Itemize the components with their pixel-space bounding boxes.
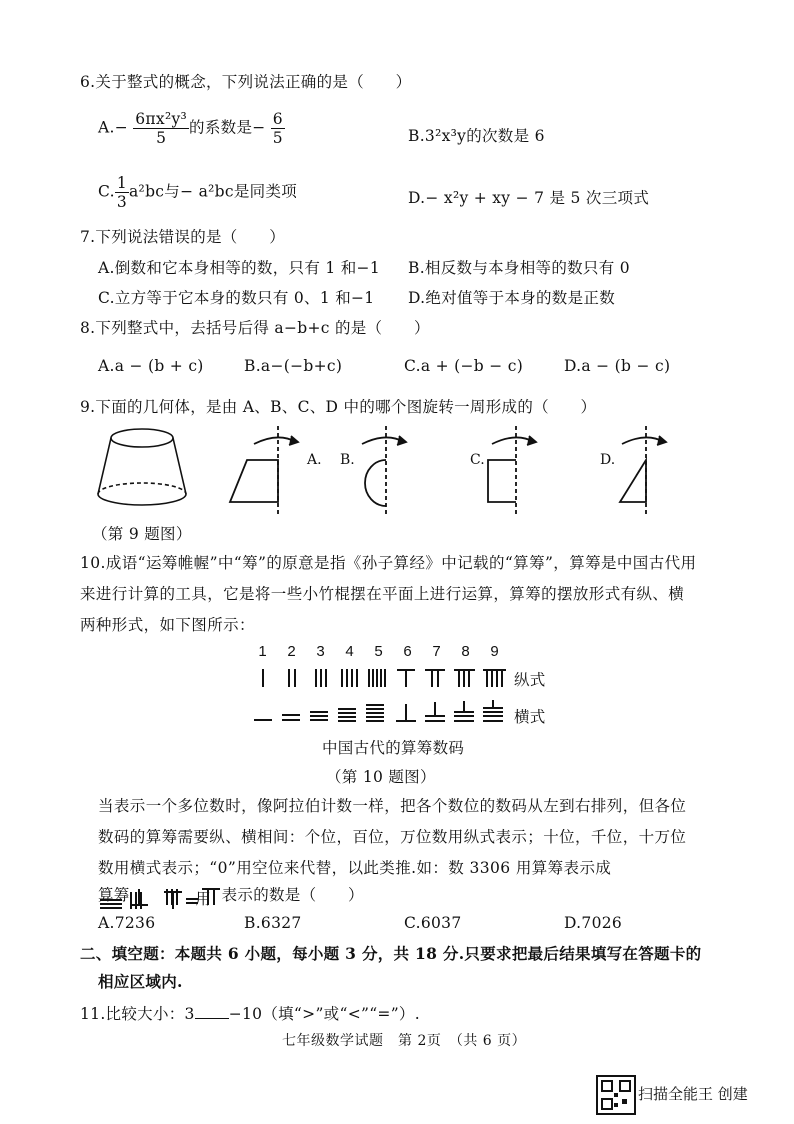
q10-option-c: C.6037	[404, 914, 462, 932]
q10-digit-row	[248, 642, 509, 660]
q6-a-den: 5	[156, 129, 167, 147]
rods-question	[130, 885, 222, 907]
q6-c-rest: a²bc与− a²bc是同类项	[129, 182, 298, 201]
q9-stem: 9.下面的几何体，是由 A、B、C、D 中的哪个图旋转一周形成的（ ）	[80, 398, 597, 416]
q9-caption: （第 9 题图）	[92, 525, 192, 543]
q7-stem: 7.下列说法错误的是（ ）	[80, 228, 285, 246]
q10-body2	[98, 883, 364, 907]
q10-body2-end: 表示的数是（ ）	[221, 886, 364, 904]
q8-option-d: D.a − (b − c)	[564, 357, 671, 375]
digit-4: 4	[345, 643, 354, 660]
digit-1: 1	[258, 643, 267, 660]
q6-a-fraction2	[271, 110, 285, 147]
section2-line2: 相应区域内.	[98, 972, 183, 991]
q6-option-c	[98, 174, 297, 211]
q9-label-a: A.	[307, 452, 322, 468]
q6-a-minus: −	[114, 118, 129, 137]
q6-option-d: D.− x²y + xy − 7 是 5 次三项式	[408, 189, 650, 207]
digit-7: 7	[432, 643, 441, 660]
vertical-label: 纵式	[514, 671, 546, 689]
q10-caption: （第 10 题图）	[326, 768, 436, 786]
q7-option-b: B.相反数与本身相等的数只有 0	[408, 259, 630, 277]
q6-a-minus2: −	[252, 118, 266, 137]
q6-c-den: 3	[116, 193, 128, 211]
q6-a-num: 6πx²y³	[135, 110, 188, 128]
digit-6: 6	[403, 643, 412, 660]
q7-option-d: D.绝对值等于本身的数是正数	[408, 289, 616, 307]
q10-body-text: 当表示一个多位数时，像阿拉伯计数一样，把各个数位的数码从左到右排列，但各位数码的算筹需要纵、横相间：个位，百位，万位数用纵式表示；十位，千位，十万位数用横式表示；“0”用空位来代替，以此类推.如：数 3306 用算筹表示成	[98, 797, 687, 877]
q10-figure-title: 中国古代的算筹数码	[322, 739, 465, 757]
horizontal-label: 横式	[514, 708, 546, 726]
q6-a-prefix: A.	[98, 118, 115, 137]
option-a-figure	[230, 426, 298, 516]
q10-body-end: .用	[190, 890, 212, 908]
q8-option-c: C.a + (−b − c)	[404, 357, 524, 375]
q6-a-fraction	[133, 110, 189, 147]
q10-option-d: D.7026	[564, 914, 623, 932]
q6-c-prefix: C.	[98, 182, 115, 201]
digit-2: 2	[287, 643, 296, 660]
section2-line1: 二、填空题：本题共 6 小题，每小题 3 分，共 18 分.只要求把最后结果填写在答题卡的	[80, 944, 702, 963]
q6-option-a	[98, 110, 285, 147]
q11-blank[interactable]	[195, 1004, 229, 1019]
q10-option-b: B.6327	[244, 914, 302, 932]
page-footer: 七年级数学试题 第 2页 （共 6 页）	[282, 1033, 527, 1049]
option-d-figure	[620, 426, 666, 516]
option-b-figure	[362, 426, 406, 516]
q9-label-c: C.	[470, 452, 485, 468]
q10-intro: 10.成语“运筹帷幄”中“筹”的原意是指《孙子算经》中记载的“算筹”，算筹是中国古代用来进行计算的工具，它是将一些小竹棍摆在平面上进行运算，算筹的摆放形式有纵、横两种形式，如下图所示：	[80, 554, 697, 634]
q11-suffix: −10（填“>”或“<”“=”）.	[228, 1005, 420, 1023]
option-c-figure	[488, 426, 536, 516]
q6-stem: 6.关于整式的概念，下列说法正确的是（ ）	[80, 73, 412, 91]
q6-a-num2: 6	[272, 110, 283, 128]
q6-option-b: B.3²x³y的次数是 6	[408, 127, 545, 145]
digit-5: 5	[374, 643, 383, 660]
digit-9: 9	[490, 643, 499, 660]
q6-a-den2: 5	[272, 129, 283, 147]
q8-option-a: A.a − (b + c)	[98, 357, 204, 375]
q9-label-b: B.	[340, 452, 355, 468]
qr-code-icon	[596, 1075, 636, 1115]
digit-3: 3	[316, 643, 325, 660]
q10-option-a: A.7236	[98, 914, 156, 932]
frustum-figure	[98, 429, 186, 505]
q11	[80, 1002, 420, 1024]
q6-c-num: 1	[116, 174, 128, 192]
watermark-text: 扫描全能王 创建	[638, 1085, 748, 1103]
q11-prefix: 11.比较大小：3	[80, 1005, 195, 1023]
q7-option-c: C.立方等于它本身的数只有 0、1 和−1	[98, 289, 375, 307]
q9-figures	[92, 418, 712, 524]
q9-label-d: D.	[600, 452, 616, 468]
horizontal-rods	[248, 700, 513, 728]
q6-c-fraction	[115, 174, 129, 211]
q10-body2-start: 算筹	[98, 886, 130, 904]
digit-8: 8	[461, 643, 470, 660]
q8-option-b: B.a−(−b+c)	[244, 357, 343, 375]
q6-a-mid: 的系数是	[189, 118, 253, 137]
q7-option-a: A.倒数和它本身相等的数，只有 1 和−1	[98, 259, 380, 277]
vertical-rods	[248, 666, 513, 690]
q8-stem: 8.下列整式中，去括号后得 a−b+c 的是（ ）	[80, 319, 430, 337]
